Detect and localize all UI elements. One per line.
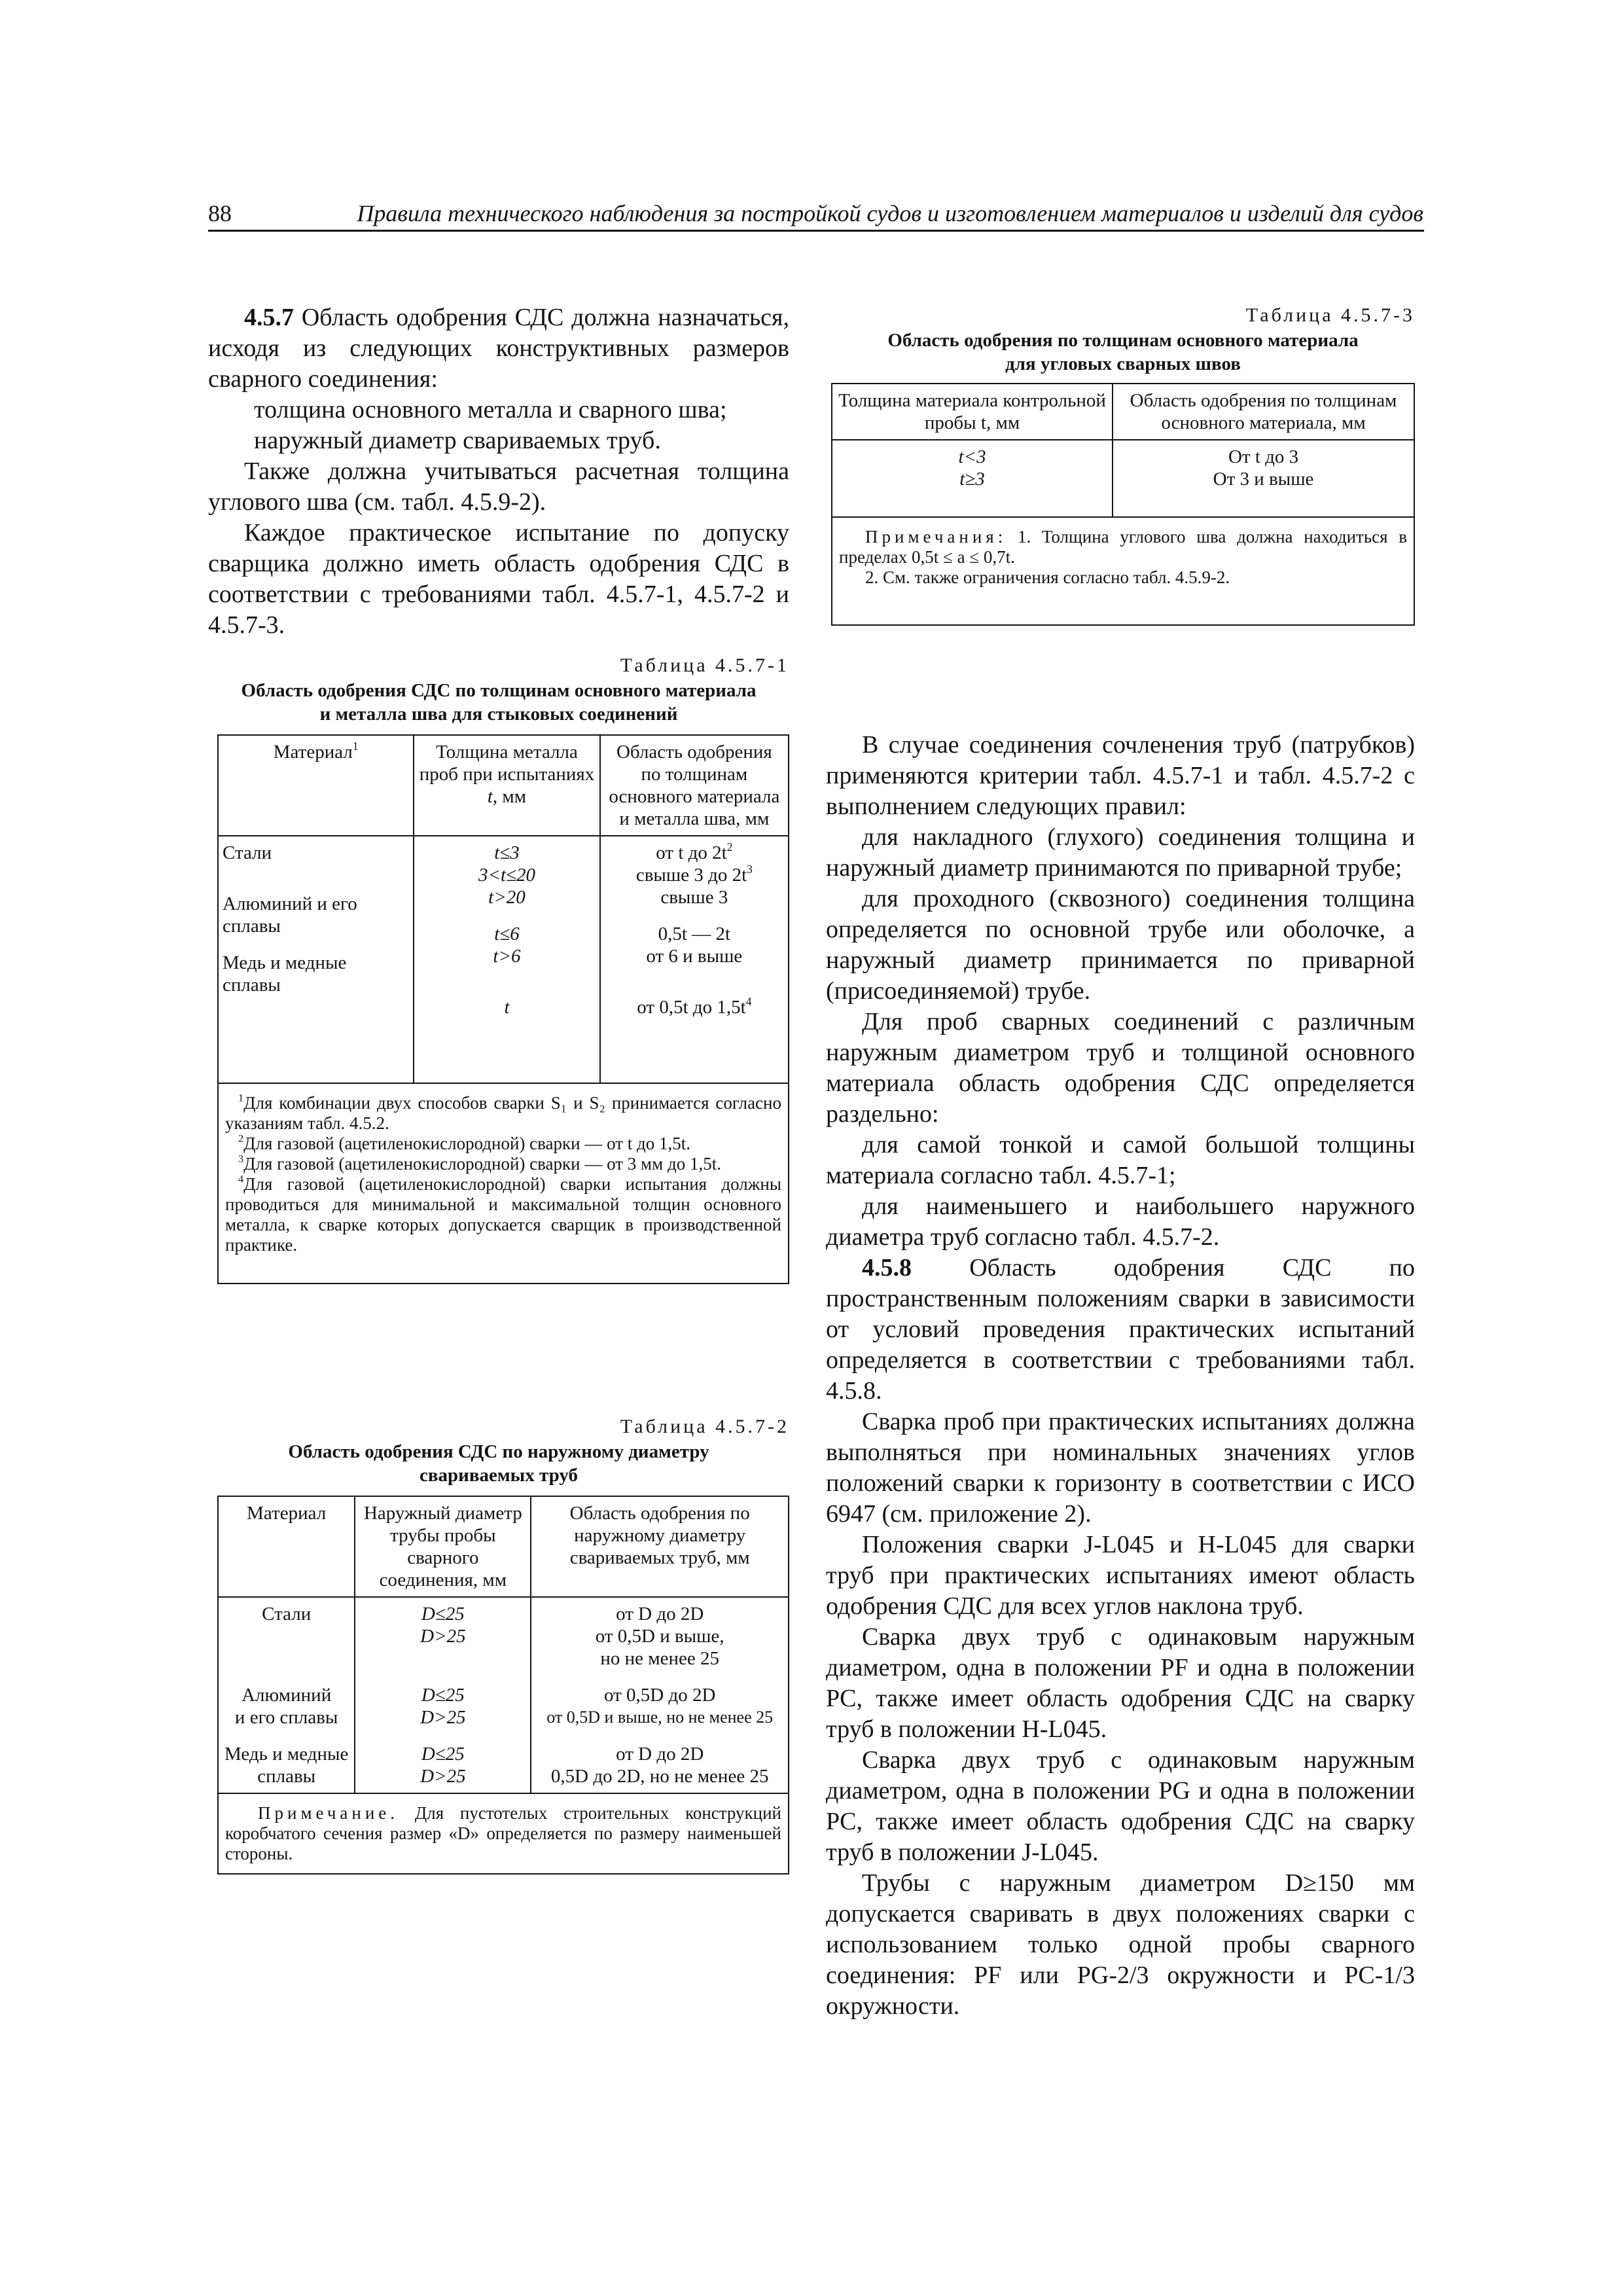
- table-2-note: Примечание. Для пустотелых строительных конструкций коробчатого сечения размер «D» определяется по размеру наименьшей стороны.: [218, 1793, 789, 1874]
- approval-range-cell: от D до 2D от 0,5D и выше, но не менее 25 от 0,5D до 2D от 0,5D и выше, но не менее 25 от D до 2D 0,5D до 2D, но не менее 25: [531, 1597, 789, 1793]
- table-3-title: Область одобрения по толщинам основного материала для угловых сварных швов: [887, 330, 1359, 374]
- header-cell: Толщина материала контрольной пробы t, мм: [832, 384, 1113, 440]
- table-2-title: Область одобрения СДС по наружному диаметру свариваемых труб: [288, 1441, 709, 1486]
- table-row: [218, 836, 789, 1083]
- material-cell: Стали Алюминий и его сплавы Медь и медные сплавы: [218, 1597, 355, 1793]
- header-cell: Область одобрения по толщинам основного материала, мм: [1113, 384, 1414, 440]
- thickness-cell: t≤3 3<t≤20 t>20 t≤6 t>6 t: [414, 836, 599, 1083]
- header-rule: [208, 230, 1424, 232]
- paragraph: Трубы с наружным диаметром D≥150 мм допускается сваривать в двух положениях сварки с использованием только одной пробы сварного соединения: PF или PG-2/3 окружности и PC-1/3 окружности.: [826, 1869, 1415, 2020]
- table-3-label: Таблица 4.5.7-3: [1245, 304, 1415, 326]
- table-1-footnotes: $^1$Для комбинации двух способов сварки S₁ и S₂ принимается согласно указаниям табл. 4.5.2. $^2$Для газовой (ацетиленокислородной) сварки — от t до 1,5t. $^3$Для газовой (ацетиленокислородной) сварки — от 3 мм до 1,5t. $^4$Для газовой (ацетиленокислородной) сварки испытания должны проводиться для минимальной и максимальной толщин основного металла, к сварке которых допускается сварщик в производственной практике.: [218, 1083, 789, 1283]
- paragraph: Также должна учитываться расчетная толщина углового шва (см. табл. 4.5.9-2).: [208, 457, 789, 516]
- table-4-5-7-3: [831, 383, 1415, 626]
- paragraph: для накладного (глухого) соединения толщина и наружный диаметр принимаются по приварной трубе;: [826, 823, 1415, 882]
- paragraph: Каждое практическое испытание по допуску сварщика должно иметь область одобрения СДС в соответствии с требованиями табл. 4.5.7-1, 4.5.7-2 и 4.5.7-3.: [208, 519, 789, 639]
- table-1-title: Область одобрения СДС по толщинам основного материала и металла шва для стыковых соединений: [241, 680, 757, 725]
- header-cell: Область одобрения по наружному диаметру свариваемых труб, мм: [531, 1496, 789, 1597]
- paragraph: Сварка двух труб с одинаковым наружным диаметром, одна в положении PG и одна в положении PC, также имеет область одобрения СДС на сварку труб в положении J-L045.: [826, 1746, 1415, 1866]
- approval-range-cell: от t до $2t^2$ свыше 3 до $2t^3$ свыше 3 0,5t — 2t от 6 и выше от 0,5t до $1,5t^4$: [600, 836, 789, 1083]
- table-4-5-7-1: [217, 734, 789, 1284]
- table-4-5-7-2: [217, 1496, 789, 1874]
- header-cell: Материал: [218, 1496, 355, 1597]
- left-intro-text: [208, 302, 789, 641]
- table-1-label: Таблица 4.5.7-1: [620, 655, 789, 676]
- section-4-5-7: 4.5.7 Область одобрения СДС должна назначаться, исходя из следующих конструктивных размеров сварного соединения:: [208, 304, 789, 393]
- table-row: [218, 1597, 789, 1793]
- running-header: Правила технического наблюдения за постройкой судов и изготовлением материалов и изделий для судов: [357, 200, 1423, 226]
- table-row: [832, 440, 1414, 517]
- paragraph: Сварка двух труб с одинаковым наружным диаметром, одна в положении PF и одна в положении PC, также имеет область одобрения СДС на сварку труб в положении H-L045.: [826, 1623, 1415, 1743]
- approval-range-cell: От t до 3 От 3 и выше: [1113, 440, 1414, 517]
- paragraph: для проходного (сквозного) соединения толщина определяется по основной трубе или оболочке, а наружный диаметр принимается по приварной (присоединяемой) трубе.: [826, 885, 1415, 1005]
- table-note-row: [832, 517, 1414, 625]
- paragraph: для самой тонкой и самой большой толщины материала согласно табл. 4.5.7-1;: [826, 1131, 1415, 1189]
- paragraph: В случае соединения сочленения труб (патрубков) применяются критерии табл. 4.5.7-1 и табл. 4.5.7-2 с выполнением следующих правил:: [826, 731, 1415, 820]
- table-header-row: [832, 384, 1414, 440]
- table-footnotes-row: [218, 1083, 789, 1283]
- table-note-row: [218, 1793, 789, 1874]
- header-cell: Толщина металла проб при испытаниях t, мм: [414, 735, 599, 836]
- material-cell: Стали Алюминий и его сплавы Медь и медные сплавы: [218, 836, 414, 1083]
- header-cell: Наружный диаметр трубы пробы сварного соединения, мм: [355, 1496, 531, 1597]
- table-header-row: [218, 735, 789, 836]
- section-4-5-8: 4.5.8 Область одобрения СДС по пространственным положениям сварки в зависимости от условий проведения практических испытаний определяется в соответствии с требованиями табл. 4.5.8.: [826, 1254, 1415, 1405]
- list-item: наружный диаметр свариваемых труб.: [254, 427, 661, 454]
- right-body-text: [826, 730, 1415, 2022]
- header-cell: Область одобрения по толщинам основного материала и металла шва, мм: [600, 735, 789, 836]
- table-2-label: Таблица 4.5.7-2: [620, 1416, 789, 1437]
- header-cell: Материал$^1$: [218, 735, 414, 836]
- diameter-cell: D≤25 D>25 D≤25 D>25 D≤25 D>25: [355, 1597, 531, 1793]
- page-number: 88: [208, 200, 232, 226]
- paragraph: Сварка проб при практических испытаниях должна выполняться при номинальных значениях углов положений сварки к горизонту в соответствии с ИСО 6947 (см. приложение 2).: [826, 1408, 1415, 1528]
- paragraph: для наименьшего и наибольшего наружного диаметра труб согласно табл. 4.5.7-2.: [826, 1193, 1415, 1251]
- table-3-note: Примечания: 1. Толщина углового шва должна находиться в пределах 0,5t ≤ a ≤ 0,7t. 2. См. также ограничения согласно табл. 4.5.9-2.: [832, 517, 1414, 625]
- table-header-row: [218, 1496, 789, 1597]
- paragraph: Для проб сварных соединений с различным наружным диаметром труб и толщиной основного материала область одобрения СДС определяется раздельно:: [826, 1008, 1415, 1128]
- thickness-cell: t<3 t≥3: [832, 440, 1113, 517]
- list-item: толщина основного металла и сварного шва;: [254, 396, 727, 423]
- paragraph: Положения сварки J-L045 и H-L045 для сварки труб при практических испытаниях имеют область одобрения СДС для всех углов наклона труб.: [826, 1531, 1415, 1620]
